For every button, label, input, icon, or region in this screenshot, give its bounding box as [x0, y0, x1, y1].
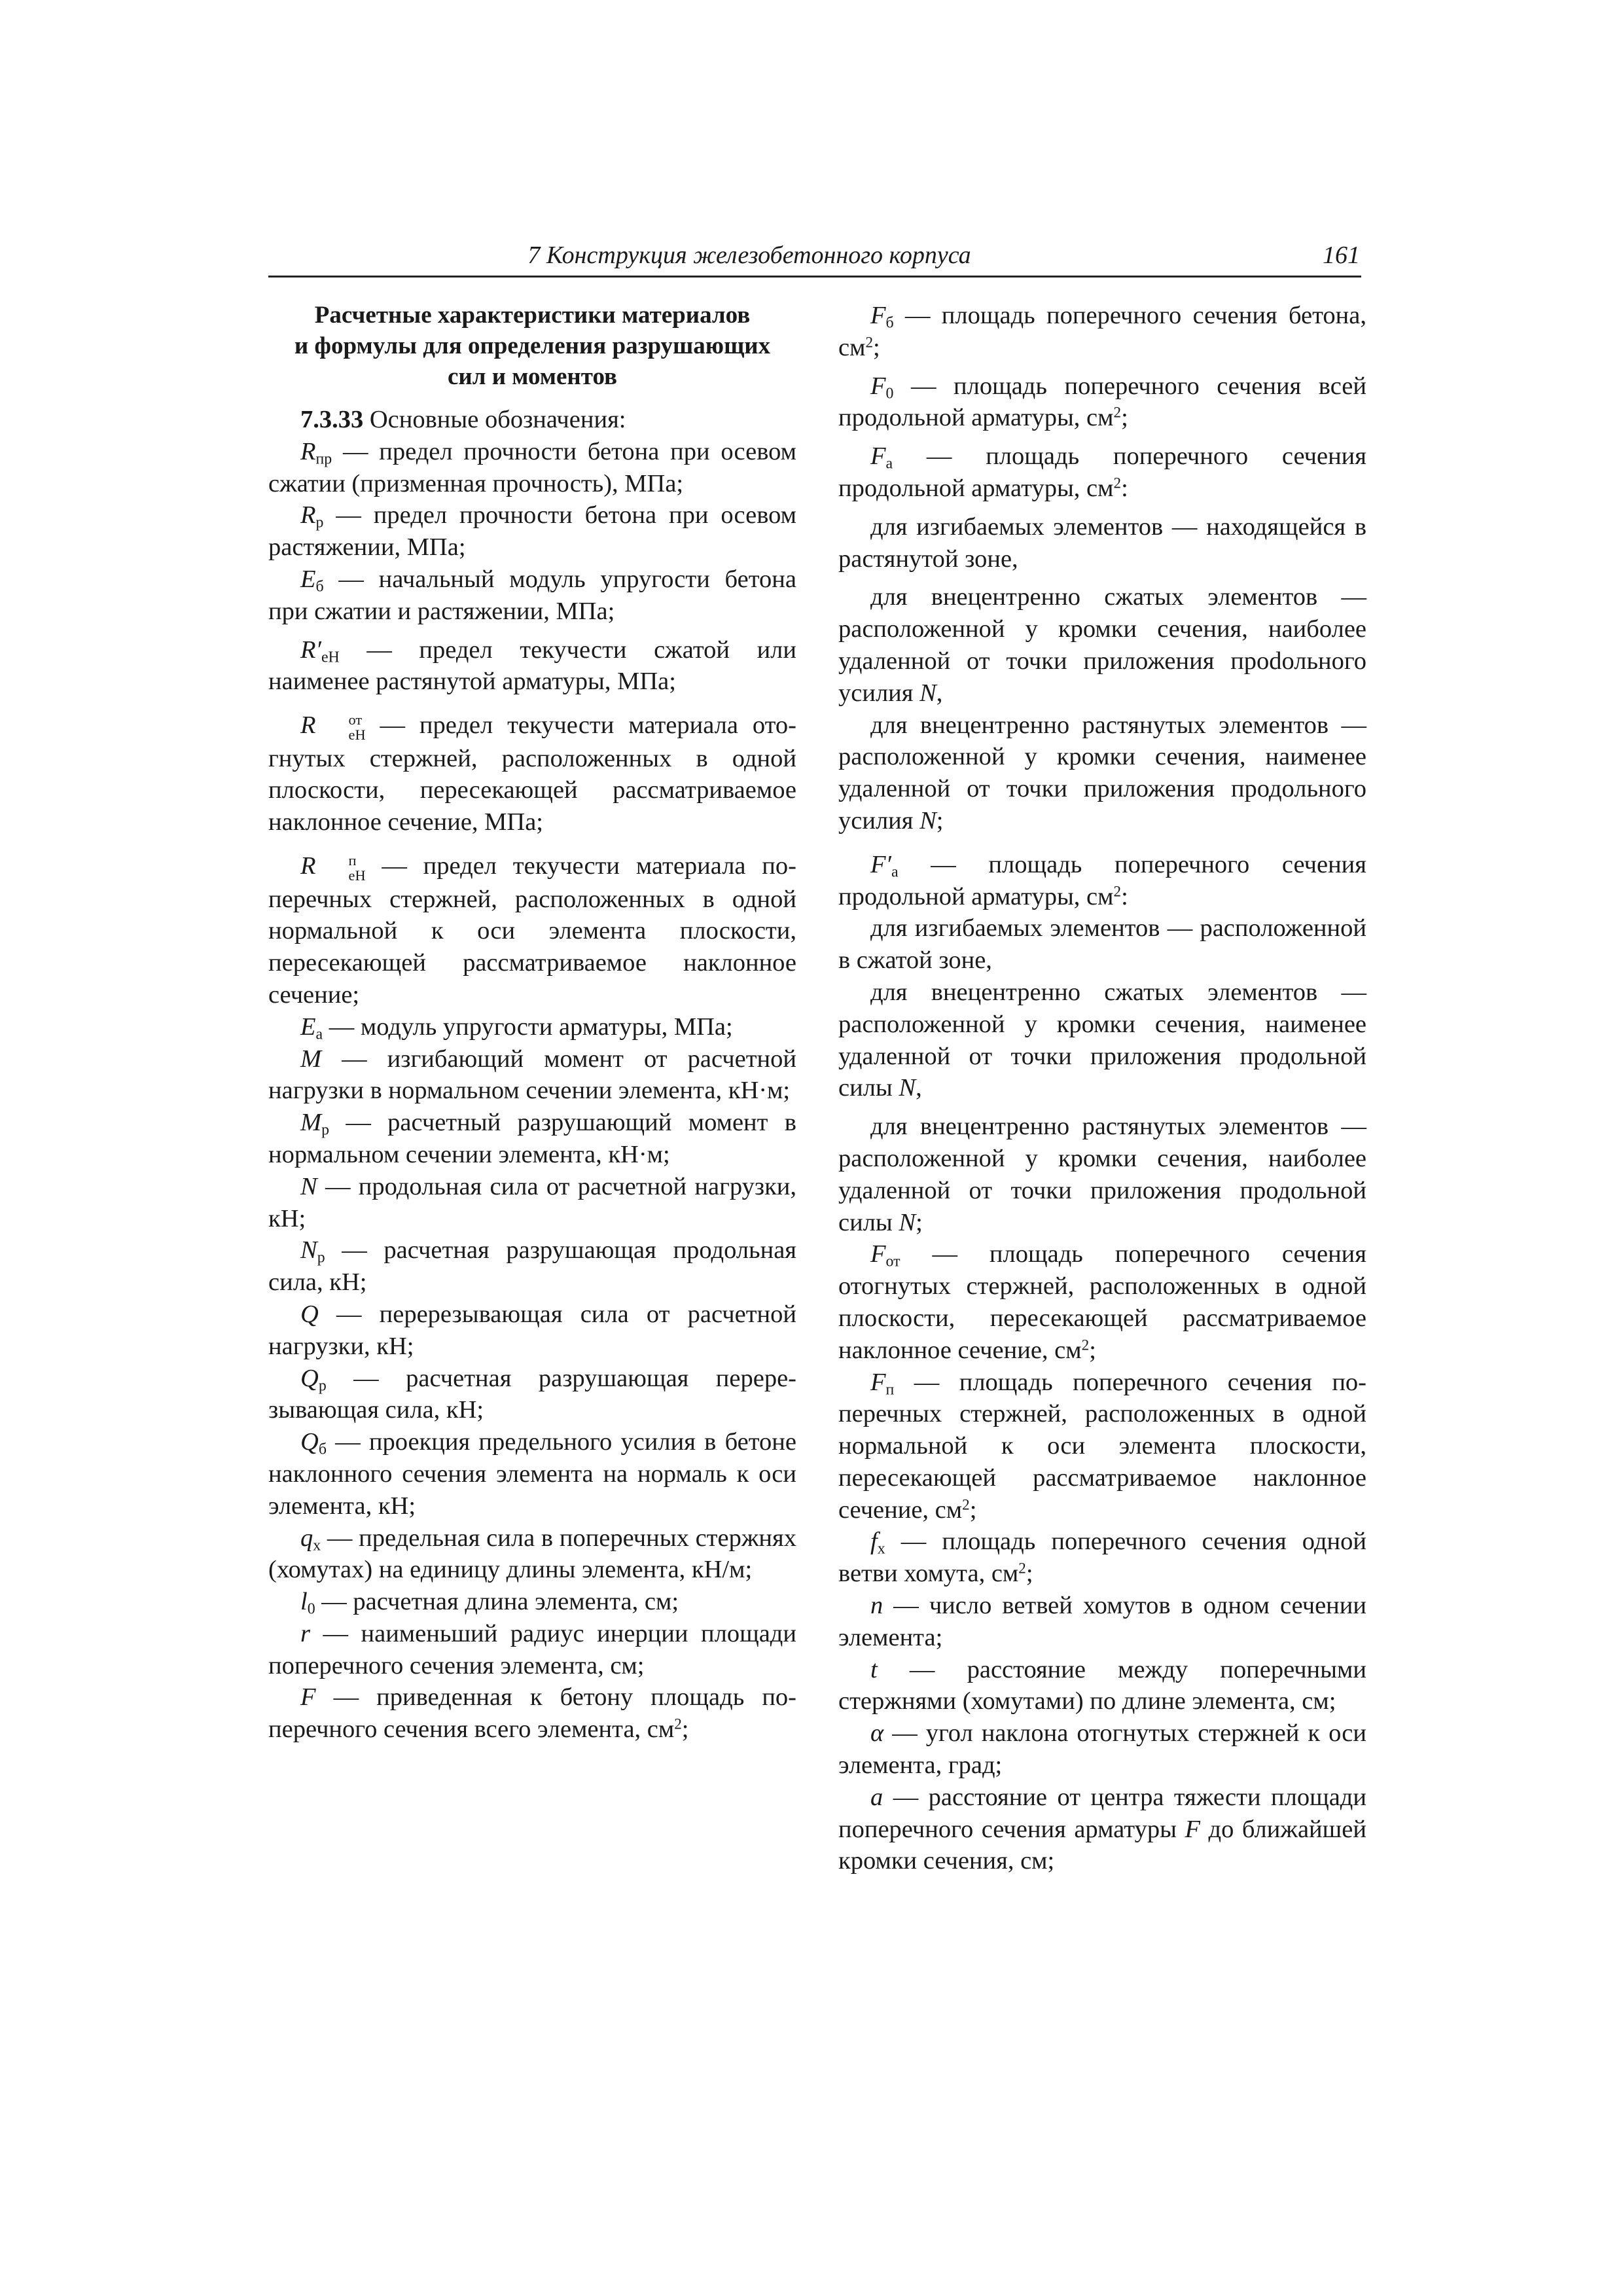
definition-m-p: $M_р$ — расчетный разрушающий момент в нормальном сечении элемента, кН·м; [268, 1109, 796, 1168]
definition-f-p: $F_п$ — площадь поперечного сечения поперечных стержней, расположенных в одной нормальной к оси элемента плоскости, пересекающей рассматриваемое наклонное сечение, $см^2$; [838, 1368, 1366, 1524]
definition-r: r — наименьший радиус инерции площади поперечного сечения элемента, см; [268, 1619, 796, 1679]
definition-f-0: $F_0$ — площадь поперечного сечения всей продольной арматуры, $см^2$; [838, 372, 1366, 432]
definition-e-a: $E_а$ — модуль упругости арматуры, МПа; [300, 1013, 733, 1043]
definition-n-p: $N_р$ — расчетная разрушающая продольная сила, кН; [268, 1236, 796, 1297]
case-eccentric-tension: для внецентренно растянутых элементов — расположенной у кромки сечения, наименее удаленной от точки приложения продольного усилия N; [838, 711, 1366, 834]
definition-f-ot: $F_{от}$ — площадь поперечного сечения отогнутых стержней, расположенных в одной плоскости, пересекающей рассматриваемое наклонное сечение, $см^2$; [838, 1240, 1366, 1364]
definition-f: F — приведенная к бетону площадь поперечного сечения всего элемента, $см^2$; [268, 1683, 796, 1744]
definition-f-b: $F_б$ — площадь поперечного сечения бетона, $см^2$; [838, 302, 1366, 361]
definition-f-a: $F_а$ — площадь поперечного сечения продольной арматуры, $см^2$: [838, 442, 1366, 502]
definition-e-b: $E_б$ — начальный модуль упругости бетона при сжатии и растяжении, МПа; [268, 565, 796, 625]
item-text: Основные обозначения: [363, 406, 626, 433]
running-title: 7 Конструкция железобетонного корпуса [527, 242, 971, 269]
definition-q-b: $Q_б$ — проекция предельного усилия в бетоне наклонного сечения элемента на нормаль к оси элемента, кН; [268, 1428, 796, 1520]
definition-r-pr: $R_{пр}$ — предел прочности бетона при осевом сжатии (призменная прочность), МПа; [268, 437, 796, 497]
definition-a: a — расстояние от центра тяжести площади поперечного сечения арматуры F до ближайшей кромки сечения, см; [838, 1783, 1366, 1875]
definition-t: t — расстояние между поперечными стержнями (хомутами) по длине элемента, см; [838, 1655, 1366, 1715]
section-title-line-3: сил и моментов [447, 363, 618, 390]
definition-r-eh-ot: R от eH — предел текучести материала отогнутых стержней, расположенных в одной плоскости, пересекающей рассматриваемое наклонное сечение, МПа; [268, 711, 796, 836]
definition-q-p: $Q_р$ — расчетная разрушающая переpезывающая сила, кН; [268, 1364, 796, 1424]
right-column [838, 300, 1366, 1877]
page-header [268, 239, 1361, 278]
page-number: 161 [1323, 242, 1360, 269]
definition-r-p: $R_р$ — предел прочности бетона при осевом растяжении, МПа; [268, 501, 796, 562]
definition-r-eh-prime: $R'_{eH}$ — предел текучести сжатой или наименее растянутой арматуры, МПа; [268, 636, 796, 696]
definition-q-x: $q_x$ — предельная сила в поперечных стержнях (хомутах) на единицу длины элемента, кН/м; [268, 1524, 796, 1584]
definition-m: M — изгибающий момент от расчетной нагрузки в нормальном сечении элемента, кН·м; [268, 1045, 796, 1105]
definition-n: N — продольная сила от расчетной нагрузки, кН; [268, 1172, 796, 1232]
case-bending-tension: для изгибаемых элементов — находящейся в растянутой зоне, [838, 512, 1366, 573]
section-title-line-1: Расчетные характеристики материалов [314, 302, 751, 329]
definition-q: Q — перерезывающая сила от расчетной нагрузки, кН; [268, 1300, 796, 1360]
case-eccentric-compression: для внецентренно сжатых элементов — расположенной у кромки сечения, наиболее удаленной от точки приложения проdольного усилия N, [838, 583, 1366, 707]
case-eccentric-compression-2: для внецентренно сжатых элементов — расположенной у кромки сечения, наименее удаленной от точки приложения продольной силы N, [838, 978, 1366, 1102]
definition-alpha: α — угол наклона отогнутых стержней к оси элемента, град; [838, 1719, 1366, 1780]
section-title-line-2: и формулы для определения разрушающих [294, 332, 771, 359]
definition-f-a-prime: $F'_а$ — площадь поперечного сечения продольной арматуры, $см^2$: [838, 850, 1366, 910]
definition-n-branches: n — число ветвей хомутов в одном сечении элемента; [838, 1592, 1366, 1651]
definition-f-x: $f_x$ — площадь поперечного сечения одной ветви хомута, $см^2$; [838, 1528, 1366, 1588]
case-bending-compression: для изгибаемых элементов — расположенной в сжатой зоне, [838, 914, 1366, 975]
definition-l0: $l_0$ — расчетная длина элемента, см; [300, 1588, 679, 1618]
left-column [268, 300, 796, 1746]
item-number: 7.3.33 [300, 406, 364, 433]
section-title [268, 300, 796, 392]
item-heading [268, 404, 796, 436]
definition-r-eh-p: R п eH — предел текучести материала поперечных стержней, расположенных в одной нормальной к оси элемента плоскости, пересекающей рассматриваемое наклонное сечение; [268, 852, 796, 1009]
case-eccentric-tension-2: для внецентренно растянутых элементов — расположенной у кромки сечения, наиболее удаленной от точки приложения продольной силы N; [838, 1113, 1366, 1236]
